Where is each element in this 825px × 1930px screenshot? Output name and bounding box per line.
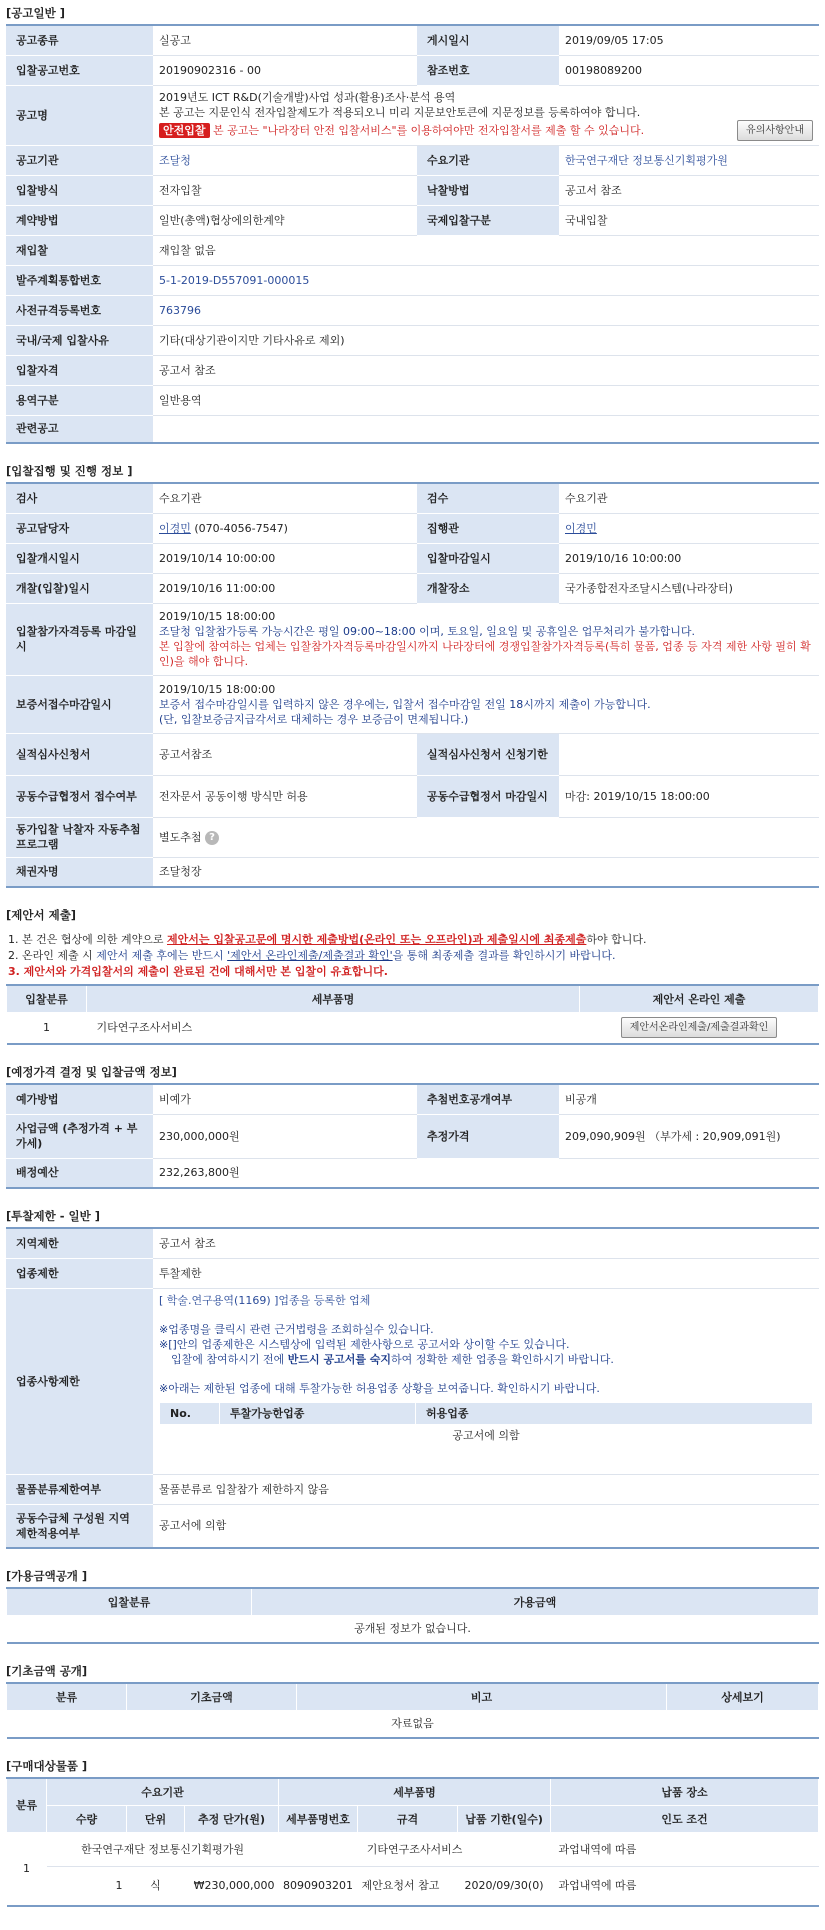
value-open-date: 2019/10/16 11:00:00 xyxy=(153,573,417,603)
label-service-type: 용역구분 xyxy=(6,385,153,415)
value-check: 수요기관 xyxy=(559,483,819,513)
proposal-row-item: 기타연구조사서비스 xyxy=(96,1021,193,1035)
purchase-header-qty: 수량 xyxy=(47,1805,127,1832)
allowed-industry-table xyxy=(159,1402,813,1447)
purchase-row-demand: 한국연구재단 정보통신기획평가원 xyxy=(47,1832,279,1866)
available-empty: 공개된 정보가 없습니다. xyxy=(354,1622,471,1636)
bond-deadline-date: 2019/10/15 18:00:00 xyxy=(159,682,276,696)
proposal-note-1: 1. 본 건은 협상에 의한 계약으로 제안서는 입찰공고문에 명시한 제출방법(온라인 또는 오프라인)과 제출일시에 최종제출하야 합니다. xyxy=(8,933,647,946)
value-reason: 기타(대상기관이지만 기타사유로 제외) xyxy=(153,325,819,355)
value-joint-region: 공고서에 의함 xyxy=(159,1519,227,1533)
industry-line xyxy=(159,1293,813,1308)
value-price-method: 비예가 xyxy=(153,1084,417,1114)
value-post-date: 2019/09/05 17:05 xyxy=(559,25,819,55)
label-check: 검수 xyxy=(417,483,559,513)
purchase-table xyxy=(6,1777,819,1907)
label-creditor: 채권자명 xyxy=(6,857,153,887)
purchase-header-class: 분류 xyxy=(7,1778,47,1832)
registration-note-hours: 조달청 입찰참가등록 가능시간은 평일 09:00~18:00 이며, 토요일, 일요일 및 공휴일은 업무처리가 불가합니다. xyxy=(159,625,695,638)
safe-bid-badge: 안전입찰 xyxy=(159,123,210,138)
proposal-row-no: 1 xyxy=(43,1021,50,1035)
prespec-link[interactable]: 763796 xyxy=(159,303,201,317)
purchase-row-spec: 제안요청서 참고 xyxy=(361,1879,440,1893)
label-post-date: 게시일시 xyxy=(417,25,559,55)
value-performance-deadline xyxy=(559,733,819,775)
label-manager: 공고담당자 xyxy=(6,513,153,543)
value-qualification: 공고서 참조 xyxy=(153,355,819,385)
purchase-header-unit: 단위 xyxy=(127,1805,185,1832)
value-contract: 일반(총액)협상에의한계약 xyxy=(153,205,417,235)
value-industry-limit: 투찰제한 xyxy=(153,1258,819,1288)
value-open-place: 국가종합전자조달시스템(나라장터) xyxy=(559,573,819,603)
value-award-method: 공고서 참조 xyxy=(559,175,819,205)
label-draw-disclosure: 추첨번호공개여부 xyxy=(417,1084,559,1114)
base-header-detail: 상세보기 xyxy=(667,1683,819,1710)
available-section-title: [가용금액공개 ] xyxy=(6,1569,88,1583)
table-row xyxy=(7,1012,819,1044)
label-award-method: 낙찰방법 xyxy=(417,175,559,205)
value-joint-agreement: 전자문서 공동이행 방식만 허용 xyxy=(153,775,417,817)
value-bid-method: 전자입찰 xyxy=(153,175,417,205)
purchase-header-demand: 수요기관 xyxy=(47,1778,279,1805)
label-reason: 국내/국제 입찰사유 xyxy=(6,325,153,355)
industry-note-1: ※업종명을 클릭시 관련 근거법령을 조회하실수 있습니다. xyxy=(159,1322,434,1336)
value-bid-start: 2019/10/14 10:00:00 xyxy=(153,543,417,573)
value-notice-name xyxy=(153,85,819,145)
value-creditor: 조달청장 xyxy=(159,865,202,879)
value-goods-limit: 물품분류로 입찰참가 제한하지 않음 xyxy=(153,1474,819,1504)
purchase-row-cond: 과업내역에 따름 xyxy=(558,1879,637,1893)
label-registration-deadline: 입찰참가자격등록 마감일시 xyxy=(6,603,153,675)
price-section-title: [예정가격 결정 및 입찰금액 정보] xyxy=(6,1065,177,1079)
label-joint-region: 공동수급체 구성원 지역 제한적용여부 xyxy=(6,1504,153,1548)
help-icon[interactable]: ? xyxy=(205,831,219,845)
label-notice-type: 공고종류 xyxy=(6,25,153,55)
label-joint-deadline: 공동수급협정서 마감일시 xyxy=(417,775,559,817)
industry-note-2: ※[]안의 업종제한은 시스템상에 입력된 제한사항으로 공고서와 상이할 수도 있습니다. xyxy=(159,1337,570,1351)
purchase-section-title: [구매대상물품 ] xyxy=(6,1759,88,1773)
value-inspect: 수요기관 xyxy=(153,483,417,513)
label-rebid: 재입찰 xyxy=(6,235,153,265)
label-intl: 국제입찰구분 xyxy=(417,205,559,235)
label-allocated-budget: 배정예산 xyxy=(6,1158,153,1188)
notice-guide-button[interactable]: 유의사항안내 xyxy=(737,120,813,141)
value-allocated-budget: 232,263,800원 xyxy=(159,1166,240,1180)
label-performance-deadline: 실적심사신청서 신청기한 xyxy=(417,733,559,775)
proposal-note-3: 3. 제안서와 가격입찰서의 제출이 완료된 건에 대해서만 본 입찰이 유효합니다. xyxy=(8,965,388,978)
purchase-header-item: 세부품명 xyxy=(279,1778,551,1805)
label-budget: 사업금액 (추정가격 + 부가세) xyxy=(6,1114,153,1158)
label-agency: 공고기관 xyxy=(6,145,153,175)
proposal-header-online: 제안서 온라인 제출 xyxy=(580,985,819,1012)
proposal-note-2: 2. 온라인 제출 시 제안서 제출 후에는 반드시 '제안서 온라인제출/제출결과 확인'을 통해 최종제출 결과를 확인하시기 바랍니다. xyxy=(8,949,616,962)
executor-name-link[interactable]: 이경민 xyxy=(565,521,597,535)
value-draw-disclosure: 비공개 xyxy=(559,1084,819,1114)
value-estimated-price: 209,090,909원 （부가세 : 20,909,091원) xyxy=(559,1114,819,1158)
label-goods-limit: 물품분류제한여부 xyxy=(6,1474,153,1504)
label-price-method: 예가방법 xyxy=(6,1084,153,1114)
bond-note-2: (단, 입찰보증금지급각서로 대체하는 경우 보증금이 면제됩니다.) xyxy=(159,712,469,726)
value-budget: 230,000,000원 xyxy=(153,1114,417,1158)
purchase-row-unit: 식 xyxy=(150,1879,161,1893)
label-prespec: 사전규격등록번호 xyxy=(6,295,153,325)
agency-link[interactable]: 조달청 xyxy=(159,153,191,167)
purchase-header-itemno: 세부품명번호 xyxy=(279,1805,358,1832)
table-row xyxy=(7,1866,819,1906)
label-bid-end: 입찰마감일시 xyxy=(417,543,559,573)
limit-table xyxy=(6,1227,819,1549)
purchase-header-due: 납품 기한(일수) xyxy=(458,1805,551,1832)
value-intl: 국내입찰 xyxy=(559,205,819,235)
base-header-note: 비고 xyxy=(297,1683,667,1710)
value-performance: 공고서참조 xyxy=(153,733,417,775)
label-related-notice: 관련공고 xyxy=(6,415,153,443)
value-region-limit: 공고서 참조 xyxy=(153,1228,819,1258)
value-rebid: 재입찰 없음 xyxy=(153,235,819,265)
proposal-header-item: 세부품명 xyxy=(87,985,580,1012)
purchase-header-place: 납품 장소 xyxy=(551,1778,819,1805)
value-ref-no: 00198089200 xyxy=(559,55,819,85)
value-joint-deadline: 마감: 2019/10/15 18:00:00 xyxy=(559,775,819,817)
label-tie-program: 동가입찰 낙찰자 자동추첨프로그램 xyxy=(6,817,153,857)
value-tie-program: 별도추첨 xyxy=(159,830,202,844)
label-performance: 실적심사신청서 xyxy=(6,733,153,775)
available-header-amount: 가용금액 xyxy=(252,1588,819,1615)
label-bid-no: 입찰공고번호 xyxy=(6,55,153,85)
purchase-row-item: 기타연구조사서비스 xyxy=(279,1832,551,1866)
label-ref-no: 참조번호 xyxy=(417,55,559,85)
label-notice-name: 공고명 xyxy=(6,85,153,145)
base-header-class: 분류 xyxy=(7,1683,127,1710)
proposal-notes xyxy=(6,926,819,984)
label-bid-method: 입찰방식 xyxy=(6,175,153,205)
proposal-table xyxy=(6,984,819,1045)
industry-note-3: 입찰에 참여하시기 전에 반드시 공고서를 숙지하여 정확한 제한 업종을 확인하시기 바랍니다. xyxy=(171,1352,614,1366)
inner-header-no: No. xyxy=(160,1402,220,1424)
label-contract: 계약방법 xyxy=(6,205,153,235)
label-open-date: 개찰(입찰)일시 xyxy=(6,573,153,603)
proposal-header-class: 입찰분류 xyxy=(7,985,87,1012)
registration-note-warning: 본 입찰에 참여하는 업체는 입찰참가자격등록마감일시까지 나라장터에 경쟁입찰참가자격등록(특히 물품, 업종 등 자격 제한 사항 필히 확인)을 해야 합니다. xyxy=(159,640,811,668)
purchase-row-no: 1 xyxy=(7,1832,47,1906)
general-section-title: [공고일반 ] xyxy=(6,6,65,20)
label-bond-deadline: 보증서접수마감일시 xyxy=(6,675,153,733)
demand-agency-link[interactable]: 한국연구재단 정보통신기획평가원 xyxy=(565,153,728,167)
proposal-section-title: [제안서 제출] xyxy=(6,908,77,922)
label-industry-limit: 업종제한 xyxy=(6,1258,153,1288)
inner-row-text: 공고서에 의함 xyxy=(452,1428,520,1442)
available-table xyxy=(6,1587,819,1644)
label-qualification: 입찰자격 xyxy=(6,355,153,385)
purchase-row-price: ₩230,000,000 xyxy=(193,1879,275,1893)
label-bid-start: 입찰개시일시 xyxy=(6,543,153,573)
registration-deadline-date: 2019/10/15 18:00:00 xyxy=(159,610,276,623)
safe-bid-text: 본 공고는 "나라장터 안전 입찰서비스"를 이용하여야만 전자입찰서를 제출 할 수 있습니다. xyxy=(213,123,645,137)
inner-header-allowed: 허용업종 xyxy=(416,1402,813,1424)
base-header-amount: 기초금액 xyxy=(127,1683,297,1710)
proposal-result-link[interactable]: '제안서 온라인제출/제출결과 확인' xyxy=(227,949,393,962)
label-order-plan: 발주계획통합번호 xyxy=(6,265,153,295)
value-related-notice xyxy=(153,415,819,443)
value-bid-no: 20190902316 - 00 xyxy=(153,55,417,85)
base-empty: 자료없음 xyxy=(391,1717,434,1731)
order-plan-link[interactable]: 5-1-2019-D557091-000015 xyxy=(159,273,310,287)
value-notice-type: 실공고 xyxy=(153,25,417,55)
label-demand: 수요기관 xyxy=(417,145,559,175)
base-section-title: [기초금액 공개] xyxy=(6,1664,88,1678)
purchase-row-itemno: 8090903201 xyxy=(283,1879,354,1893)
manager-name-link[interactable]: 이경민 xyxy=(159,521,191,535)
purchase-row-qty: 1 xyxy=(115,1879,123,1893)
progress-table xyxy=(6,482,819,888)
table-row xyxy=(7,1832,819,1866)
label-region-limit: 지역제한 xyxy=(6,1228,153,1258)
bond-note-1: 보증서 접수마감일시를 입력하지 않은 경우에는, 입찰서 접수마감일 전일 18시까지 제출이 가능합니다. xyxy=(159,697,651,711)
notice-name-line1: 2019년도 ICT R&D(기술개발)사업 성과(활용)조사·분석 용역 xyxy=(159,90,456,104)
label-inspect: 검사 xyxy=(6,483,153,513)
industry-note-4: ※아래는 제한된 업종에 대해 투찰가능한 허용업종 상황을 보여줍니다. 확인하시기 바랍니다. xyxy=(159,1381,600,1395)
industry-link[interactable]: [ 학술.연구용역(1169) ]업종을 등록한 업체 xyxy=(159,1293,371,1307)
base-table xyxy=(6,1682,819,1739)
price-table xyxy=(6,1083,819,1189)
general-table xyxy=(6,24,819,444)
purchase-row-due: 2020/09/30(0) xyxy=(464,1879,544,1893)
label-executor: 집행관 xyxy=(417,513,559,543)
purchase-header-price: 추정 단가(원) xyxy=(185,1805,279,1832)
purchase-row-place: 과업내역에 따름 xyxy=(551,1832,819,1866)
purchase-header-cond: 인도 조건 xyxy=(551,1805,819,1832)
label-industry-detail: 업종사항제한 xyxy=(6,1288,153,1474)
value-bid-end: 2019/10/16 10:00:00 xyxy=(559,543,819,573)
purchase-header-spec: 규격 xyxy=(358,1805,458,1832)
progress-section-title: [입찰집행 및 진행 정보 ] xyxy=(6,464,133,478)
value-service-type: 일반용역 xyxy=(153,385,819,415)
limit-section-title: [투찰제한 - 일반 ] xyxy=(6,1209,100,1223)
label-joint-agreement: 공동수급협정서 접수여부 xyxy=(6,775,153,817)
label-open-place: 개찰장소 xyxy=(417,573,559,603)
available-header-class: 입찰분류 xyxy=(7,1588,252,1615)
proposal-submit-button[interactable]: 제안서온라인제출/제출결과확인 xyxy=(621,1017,778,1038)
notice-name-line2: 본 공고는 지문인식 전자입찰제도가 적용되오니 미리 지문보안토큰에 지문정보를 등록하여야 합니다. xyxy=(159,105,641,119)
label-estimated-price: 추정가격 xyxy=(417,1114,559,1158)
inner-header-possible: 투찰가능한업종 xyxy=(220,1402,416,1424)
manager-phone: (070-4056-7547) xyxy=(190,521,288,535)
